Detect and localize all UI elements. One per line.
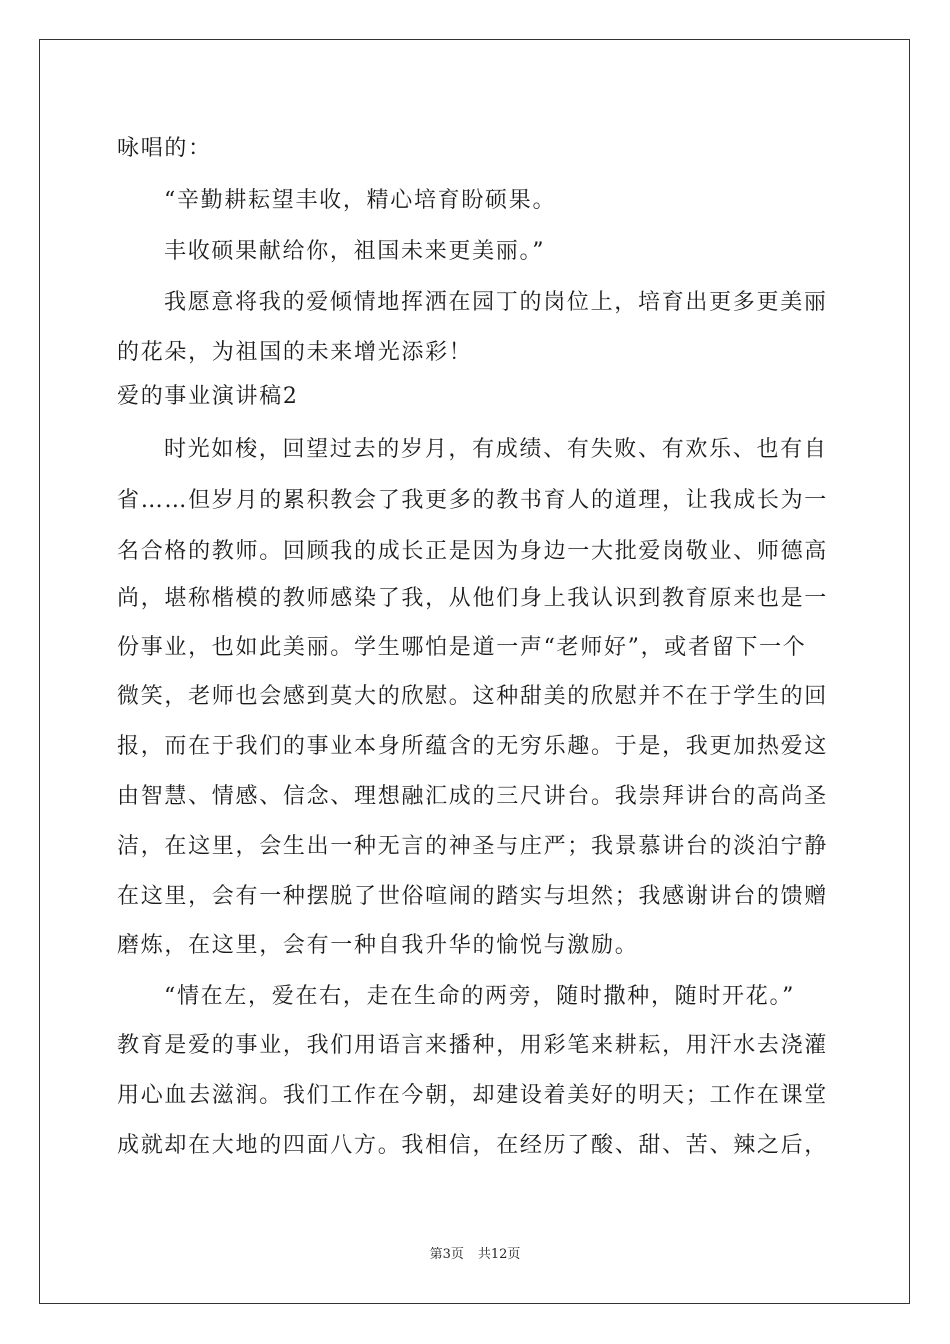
- page-border: [39, 39, 910, 1304]
- paragraph-line: 洁，在这里，会生出一种无言的神圣与庄严；我景慕讲台的淡泊宁静: [117, 834, 829, 859]
- paragraph-line: 咏唱的：: [117, 136, 212, 161]
- paragraph-line: 丰收硕果献给你，祖国未来更美丽。”: [164, 239, 546, 264]
- paragraph-line: “辛勤耕耘望丰收，精心培育盼硕果。: [164, 188, 557, 213]
- paragraph-line: 我愿意将我的爱倾情地挥洒在园丁的岗位上，培育出更多更美丽: [164, 290, 828, 315]
- section-heading: 爱的事业演讲稿2: [117, 384, 299, 409]
- paragraph-line: 尚，堪称楷模的教师感染了我，从他们身上我认识到教育原来也是一: [117, 586, 829, 611]
- paragraph-line: 在这里，会有一种摆脱了世俗喧闹的踏实与坦然；我感谢讲台的馈赠: [117, 884, 829, 909]
- page-total: 共12页: [477, 1247, 521, 1262]
- paragraph-line: “情在左，爱在右，走在生命的两旁，随时撒种，随时开花。”: [164, 984, 796, 1009]
- paragraph-line: 报，而在于我们的事业本身所蕴含的无穷乐趣。于是，我更加热爱这: [117, 734, 829, 759]
- paragraph-line: 用心血去滋润。我们工作在今朝，却建设着美好的明天；工作在课堂: [117, 1083, 829, 1108]
- paragraph-line: 由智慧、情感、信念、理想融汇成的三尺讲台。我崇拜讲台的高尚圣: [117, 784, 829, 809]
- page-footer: [0, 1246, 950, 1264]
- paragraph-line: 成就却在大地的四面八方。我相信，在经历了酸、甜、苦、辣之后，: [117, 1133, 829, 1158]
- paragraph-line: 微笑，老师也会感到莫大的欣慰。这种甜美的欣慰并不在于学生的回: [117, 684, 829, 709]
- paragraph-line: 省……但岁月的累积教会了我更多的教书育人的道理，让我成长为一: [117, 488, 829, 513]
- paragraph-line: 份事业，也如此美丽。学生哪怕是道一声“老师好”，或者留下一个: [117, 635, 807, 660]
- paragraph-line: 磨炼，在这里，会有一种自我升华的愉悦与激励。: [117, 933, 639, 958]
- paragraph-line: 名合格的教师。回顾我的成长正是因为身边一大批爱岗敬业、师德高: [117, 539, 829, 564]
- paragraph-line: 教育是爱的事业，我们用语言来播种，用彩笔来耕耘，用汗水去浇灌: [117, 1033, 829, 1058]
- paragraph-line: 的花朵，为祖国的未来增光添彩！: [117, 340, 473, 365]
- page-number: 第3页: [429, 1247, 464, 1262]
- paragraph-line: 时光如梭，回望过去的岁月，有成绩、有失败、有欢乐、也有自: [164, 437, 828, 462]
